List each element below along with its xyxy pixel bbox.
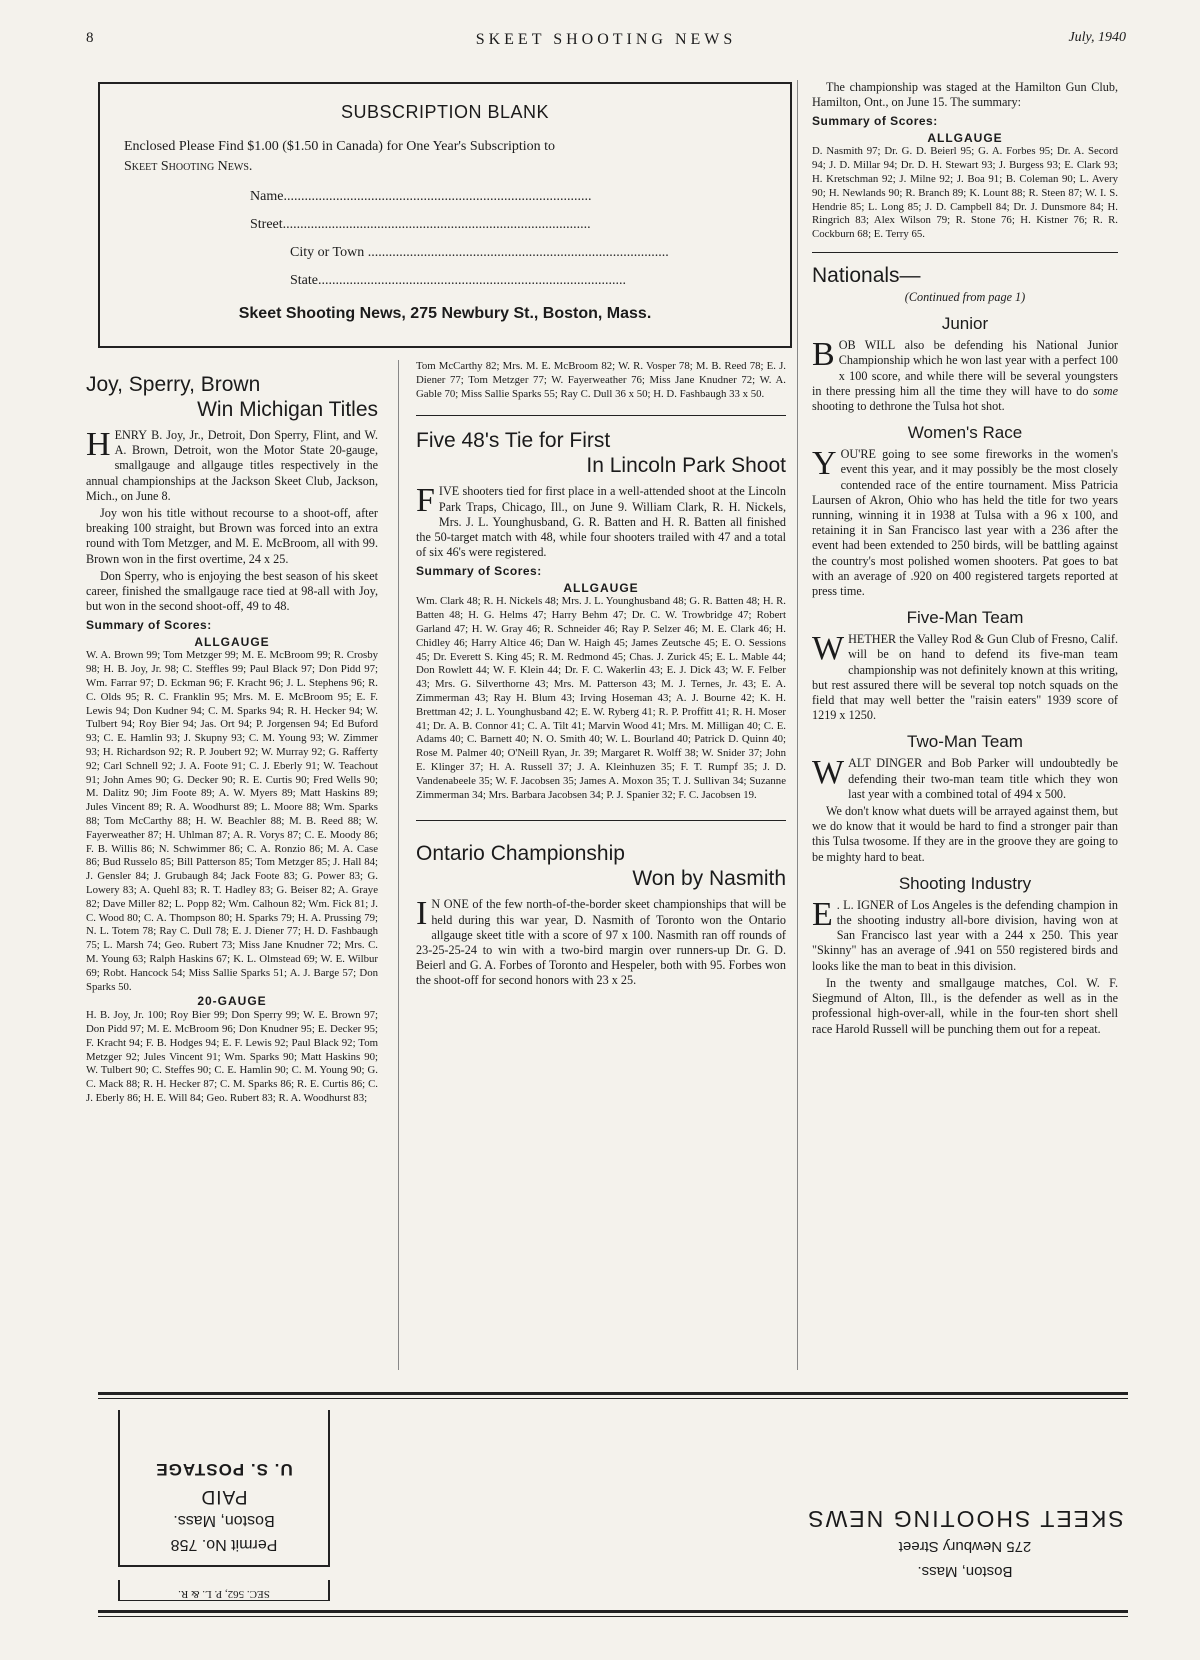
lincoln-lead: FIVE shooters tied for first place in a well-attended shoot at the Lincoln Park Traps, Chicago, Ill., on June 9. William Clark, R. H. Nickels, Mrs. J. L. Younghusband, G. R. Batten and H. R. Batten all finished the 50-target match with 48, while four shooters trailed with 47 and a total of six 46's were registered.	[416, 482, 786, 560]
middle-column	[416, 360, 786, 991]
issue-date: July, 1940	[1068, 30, 1126, 45]
subscription-blank	[98, 82, 792, 348]
junior-paragraph: BOB WILL also be defending his National Junior Championship which he won last year with a perfect 100 x 100 score, and while there will be several youngsters in there pressing him all the time they will have to do some shooting to dethrone the Tulsa hot shot.	[812, 336, 1118, 413]
name-field[interactable]: Name........................................................................................	[250, 189, 592, 204]
two-man-heading: Two-Man Team	[907, 732, 1023, 752]
postal-section: SEC. 562, P. L. & R.	[118, 1580, 330, 1601]
subscription-publication: Skeet Shooting News.	[124, 159, 253, 174]
women-paragraph: YOU'RE going to see some fireworks in the women's event this year, and it may possibly be the most closely contended race of the entire tournament. Miss Patricia Laursen of Akron, Ohio who has held the title for two years running, winning it in 1938 at Tulsa with a 96 x 100, and retaining it in San Francisco last year with a 236 after the event had been extended to 250 birds, will be battling against the country's most polished women shooters. Pat goes to bat with an average of .920 on 400 registered targets reported at press time.	[812, 445, 1118, 599]
page-number: 8	[86, 30, 94, 46]
drop-cap: E	[812, 895, 833, 933]
divider	[812, 252, 1118, 253]
bottom-rule	[98, 1398, 1128, 1399]
right-column	[812, 80, 1118, 1039]
junior-heading: Junior	[941, 314, 989, 334]
allgauge-label: ALLGAUGE	[563, 580, 639, 595]
subscription-title: SUBSCRIPTION BLANK	[340, 102, 550, 122]
allgauge-scores: Wm. Clark 48; R. H. Nickels 48; Mrs. J. L. Younghusband 48; G. R. Batten 48; H. R. Batten 48; H. G. Helms 47; Harry Behm 47; Dr. C. W. Trowbridge 47; Robert Garland 47; H. W. Gray 46; R. Schneider 46; Ray P. Selzer 46; M. E. Clark 46; H. Chidley 46; Harry Altice 46; Dan W. Haigh 45; James Zeutsche 45; E. O. Sessions 45; Dr. Everett S. King 45; R. M. Redmond 45; Chas. J. Zurick 45; E. L. Mable 44; Don Rowlett 44; W. F. Klein 44; Dr. F. C. Wakerlin 43; E. J. Dick 43; W. F. Felber 43; Mrs. G. Silverthorne 43; Mrs. M. Patterson 43; M. J. Ternes, Jr. 43; E. A. Zimmerman 43; Ray H. Blum 43; Irving Hoseman 43; A. J. Bourne 42; K. H. Brettman 42; J. L. Younghusband 42; E. W. Ryberg 41; R. P. Proffitt 41; R. H. Moser 41; Dr. A. B. Connor 41; C. A. Tilt 41; Marvin Wood 41; Mrs. M. Milligan 40; C. E. Adams 40; C. Barnett 40; N. O. Smith 40; W. L. Bourland 40; Patrick D. Quinn 40; Rose M. Palmer 40; O'Neill Ryan, Jr. 39; Margaret R. Wolff 38; W. Snider 37; John E. Klinger 37; H. A. Russell 37; J. A. Kleinhuzen 35; F. T. Rumpf 35; J. D. Vandenabeele 35; W. F. Jacobsen 35; James A. Moxon 35; T. J. Sullivan 34; Suzanne Zimmerman 34; Mrs. Barbara Jacobsen 34; P. J. Spanier 32; F. C. Jacobsen 19.	[416, 595, 786, 801]
ontario-headline: Ontario Championship Won by Nasmith	[416, 842, 786, 891]
michigan-continued: Tom McCarthy 82; Mrs. M. E. McBroom 82; W. R. Vosper 78; M. B. Reed 78; E. J. Diener 77; Tom Metzger 77; W. Fayerweather 76; Miss Jane Knudner 72; W. A. Gable 70; Miss Sallie Sparks 55; Ray C. Dull 36 x 50; H. D. Fashbaugh 33 x 50.	[416, 360, 786, 400]
summary-label: Summary of Scores:	[416, 564, 542, 579]
five-man-paragraph: WHETHER the Valley Rod & Gun Club of Fresno, Calif. will be on hand to defend its five-man team championship was not definitely known at this writing, but rest assured there will be several top notch squads on the field that may well better the "raisin eaters" 1939 score of 1219 x 1250.	[812, 630, 1118, 723]
lincoln-headline: Five 48's Tie for First In Lincoln Park Shoot	[416, 429, 786, 478]
drop-cap: W	[812, 630, 845, 668]
subscription-address: Skeet Shooting News, 275 Newbury St., Boston, Mass.	[238, 305, 652, 322]
michigan-lead: HENRY B. Joy, Jr., Detroit, Don Sperry, Flint, and W. A. Brown, Detroit, won the Motor State 20-gauge, smallgauge and allgauge titles respectively in the annual championships at the Jackson Skeet Club, Jackson, Mich., on June 8.	[86, 426, 378, 503]
lincoln-allgauge	[416, 582, 786, 803]
state-field[interactable]: State........................................................................................	[290, 273, 626, 288]
street-field[interactable]: Street........................................................................................	[250, 217, 591, 232]
summary-label: Summary of Scores:	[86, 618, 212, 633]
two-man-paragraph-2: We don't know what duets will be arrayed against them, but we do know that it would be hard to find a stronger pair than this Tulsa twosome. If they are in the groove they are going to be mighty hard to beat.	[812, 804, 1118, 864]
drop-cap: Y	[812, 445, 837, 483]
column-divider	[398, 360, 399, 1370]
divider	[416, 415, 786, 416]
five-man-heading: Five-Man Team	[906, 608, 1024, 628]
michigan-paragraph: Joy won his title without recourse to a shoot-off, after breaking 100 straight, but Brown was forced into an extra round with Tom Metzger, and M. E. McBroom, all with 99. Brown won in the first overtime, 24 x 25.	[86, 506, 378, 566]
return-address: Boston, Mass. 275 Newbury Street SKEET SHOOTING NEWS	[806, 1506, 1124, 1580]
michigan-paragraph: Don Sperry, who is enjoying the best season of his skeet career, finished the smallgauge race tied at 98-all with Joy, but won in the second shoot-off, 49 to 48.	[86, 568, 378, 614]
divider	[416, 820, 786, 821]
twenty-gauge-label: 20-GAUGE	[197, 994, 267, 1009]
bottom-rule	[98, 1616, 1128, 1617]
continued-note: (Continued from page 1)	[904, 289, 1026, 304]
subscription-text: Enclosed Please Find $1.00 ($1.50 in Canada) for One Year's Subscription to Skeet Shooting News.	[124, 139, 556, 174]
drop-cap: B	[812, 336, 835, 374]
allgauge-label: ALLGAUGE	[927, 130, 1003, 145]
allgauge-scores: D. Nasmith 97; Dr. G. D. Beierl 95; G. A. Forbes 95; Dr. A. Secord 94; J. D. Millar 94; Dr. D. H. Stewart 93; J. Burgess 93; E. Clark 93; H. Kretschman 92; J. Milne 92; J. Boa 91; B. Coleman 90; L. Avery 90; H. Newlands 90; R. Branch 89; K. Lount 88; R. Steen 87; W. I. S. Hendrie 85; L. Long 85; J. D. Campbell 84; Dr. J. Dunsmore 84; H. Ringrich 83; Alex Wilson 79; R. Stone 76; H. Kistner 76; R. R. Cockburn 68; E. Terry 65.	[812, 145, 1118, 241]
bottom-rule	[98, 1610, 1128, 1613]
industry-paragraph: E . L. IGNER of Los Angeles is the defending champion in the shooting industry all-bore division, having won at San Francisco last year with a 244 x 250. This year "Skinny" has an average of .941 on 550 registered birds and looks like the man to beat in this division.	[812, 895, 1118, 973]
allgauge-label: ALLGAUGE	[194, 634, 270, 649]
industry-heading: Shooting Industry	[898, 873, 1032, 893]
twenty-gauge-scores: H. B. Joy, Jr. 100; Roy Bier 99; Don Sperry 99; W. E. Brown 97; Don Pidd 97; M. E. McBroom 96; Don Knudner 95; E. Decker 95; F. Kracht 94; F. B. Hodges 94; E. F. Lewis 92; Paul Black 92; Tom Metzger 92; Jules Vincent 91; Wm. Sparks 90; Matt Haskins 90; W. Tulbert 90; C. Steffes 90; C. E. Hamlin 90; C. M. Young 90; G. C. Mack 88; R. H. Hecker 87; C. M. Sparks 86; R. E. Curtis 86; C. J. Eberly 86; H. E. Will 84; Geo. Rubert 83; R. A. Woodhurst 83;	[86, 1009, 378, 1104]
drop-cap: F	[416, 482, 435, 520]
michigan-article	[86, 372, 378, 1106]
drop-cap: I	[416, 895, 428, 933]
summary-label: Summary of Scores:	[812, 114, 938, 129]
page-header	[86, 30, 1126, 56]
city-field[interactable]: City or Town ......................................................................................	[290, 245, 669, 260]
allgauge-scores: W. A. Brown 99; Tom Metzger 99; M. E. McBroom 99; R. Crosby 98; H. B. Joy, Jr. 98; C. Steffles 99; Paul Black 97; Don Pidd 97; Wm. Farrar 97; D. Eckman 96; F. Kracht 96; J. L. Stephens 96; R. C. Olds 95; R. C. Franklin 95; Mrs. M. E. McBroom 95; E. F. Lewis 94; Don Kudner 94; C. M. Sparks 94; R. H. Hecker 94; W. Tulbert 94; Roy Bier 94; Jas. Ort 94; P. Jorgensen 94; Ed Buford 93; C. E. Hamlin 93; J. Skupny 93; C. M. Young 93; W. Zimmer 93; H. Richardson 92; R. P. Joubert 92; W. Murray 92; G. Rafferty 92; Carl Schnell 92; J. A. Foote 91; C. J. Eberly 91; W. Teachout 91; John Ames 90; G. Decker 90; R. E. Curtis 90; Fred Wells 90; M. Dalitz 90; Jim Foote 89; A. W. Myers 89; Matt Haskins 89; Jules Vincent 89; R. A. Woodhurst 89; L. Moore 88; Wm. Sparks 88; Tom McCarthy 88; H. W. Beachler 88; M. B. Reed 88; W. Fayerweather 87; H. Uhlman 87; A. R. Vorys 87; C. E. Moody 86; F. B. Willis 86; N. Schwimmer 86; C. A. Ronzio 86; M. A. Case 86; Bud Russelo 85; Bill Patterson 85; Tom Metzger 85; J. Hall 84; J. Gensler 84; J. Grubaugh 84; Jack Foote 83; G. Power 83; G. Lowery 83; A. Quehl 83; R. T. Hadley 83; G. Beiser 82; A. Graye 82; Dave Miller 82; L. Popp 82; Wm. Calhoun 82; Wm. Fick 81; J. C. Wood 80; C. A. Thompson 80; H. Sparks 79; H. A. Prussing 79; N. L. Totem 78; Ray C. Dull 78; E. J. Diener 77; H. D. Fashbaugh 75; L. Marsh 74; Geo. Rubert 73; Miss Jane Knudner 72; Mrs. C. M. Young 63; Ralph Haskins 67; K. L. Olmstead 69; W. E. Wilbur 69; Robt. Hancock 54; Miss Sallie Sparks 51; A. J. Barge 57; Don Sparks 50.	[86, 649, 378, 993]
column-divider	[797, 80, 798, 1370]
drop-cap: H	[86, 426, 111, 463]
drop-cap: W	[812, 754, 845, 792]
two-man-paragraph: WALT DINGER and Bob Parker will undoubtedly be defending their two-man team title which they won last year with a combined total of 494 x 500.	[812, 754, 1119, 801]
ontario-results-intro: The championship was staged at the Hamilton Gun Club, Hamilton, Ont., on June 15. The summary:	[812, 80, 1118, 110]
michigan-allgauge	[86, 636, 378, 1106]
women-heading: Women's Race	[907, 423, 1023, 443]
nationals-headline: Nationals—	[812, 263, 921, 287]
industry-paragraph-2: In the twenty and smallgauge matches, Col. W. F. Siegmund of Alton, Ill., is the defender as well as in the professional high-over-all, while in the four-ten short shell race Harold Russell will be punching them out for a repeat.	[812, 975, 1118, 1036]
postage-permit: Permit No. 758 Boston, Mass. PAID U. S. POSTAGE	[118, 1410, 330, 1567]
ontario-lead: I N ONE of the few north-of-the-border skeet championships that will be held during this war year, D. Nasmith of Toronto won the Ontario allgauge skeet title with a score of 97 x 100. Nasmith ran off rounds of 23-25-25-24 to win with a two-bird margin over runners-up Dr. G. D. Beierl and G. A. Forbes of Toronto and Hespeler, both with 95. Forbes won the shoot-off for second honors with 23 x 25.	[416, 895, 786, 988]
bottom-rule	[98, 1392, 1128, 1395]
masthead: SKEET SHOOTING NEWS	[475, 31, 737, 48]
ontario-allgauge	[812, 132, 1118, 242]
michigan-headline: Joy, Sperry, Brown Win Michigan Titles	[86, 373, 378, 421]
